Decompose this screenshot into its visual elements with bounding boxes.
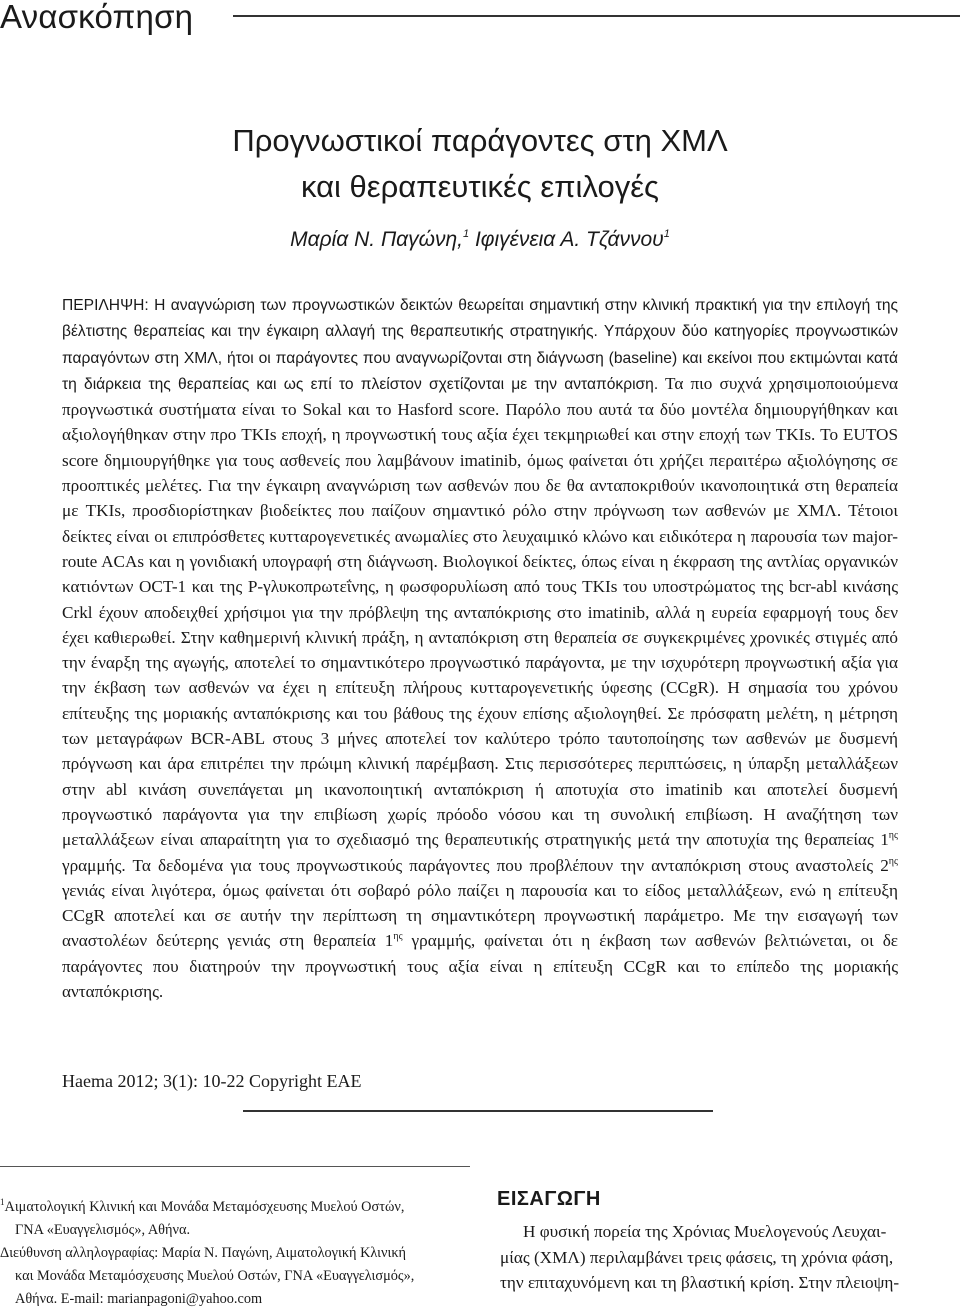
article-title-line-1: Προγνωστικοί παράγοντες στη ΧΜΛ [232,123,728,158]
article-title [120,118,840,210]
introduction-line: την επιταχυνόμενη και τη βλαστική κρίση. Στην πλειοψη- [500,1273,900,1292]
section-header [0,0,960,40]
citation: Haema 2012; 3(1): 10-22 Copyright EAE [62,1071,362,1091]
abstract-serif-text-1: Τα πιο συχνά χρησιμοποιούμενα προγνωστικά συστήματα είναι το Sokal και το Hasford score. Παρόλο που αυτά τα δύο μοντέλα δημιουργήθηκαν και αξιολογήθηκαν στην προ TKIs εποχή, η προγνωστική τους αξία έχει τεκμηριωθεί και στην εποχή των TKIs. Το EUTOS score δημιουργήθηκε για τους ασθενείς που λαμβάνουν imatinib, όμως φαίνεται ότι χρήζει περαιτέρω αξιολόγησης σε προοπτικές μελέτες. Για την έγκαιρη αναγνώριση των ασθενών που δε θα ανταποκριθούν ικανοποιητικά στη θεραπεία με TKIs, προσδιορίστηκαν βιοδείκτες που παίζουν σημαντικό ρόλο στην πρόγνωση των ασθενών με ΧΜΛ. Τέτοιοι δείκτες είναι οι επιπρόσθετες κυτταρογενετικές ανωμαλίες στο λευχαιμικό κλώνο και ειδικότερα η παρουσία των major-route ACAs και η γονιδιακή υπογραφή στη διάγνωση. Βιολογικοί δείκτες, όπως είναι η έκφραση της αντλίας οργανικών κατιόντων OCT-1 και της P-γλυκοπρωτεΐνης, η φωσφορυλίωση από τους TKIs του υποστρώματος της bcr-abl κινάσης Crkl έχουν αποδειχθεί χρήσιμοι για την πρόβλεψη της ανταπόκρισης στο imatinib, αλλά η ευρεία εφαρμογή τους δεν έχει καθιερωθεί. Στην καθημερινή κλινική πράξη, η ανταπόκριση στη θεραπεία σε συγκεκριμένες χρονικές στιγμές από την έναρξη της αγωγής, αποτελεί το σημαντικότερο προγνωστικό παράγοντα, με την ισχυρότερη προγνωστική αξία για την έκβαση των ασθενών να έχει η επίτευξη πλήρους κυτταρογενετικής ύφεσης (CCgR). Η σημασία του χρόνου επίτευξης της μοριακής ανταπόκρισης και του βάθους της έχουν επίσης αξιολογηθεί. Σε πρόσφατη μελέτη, η μέτρηση των μεταγράφων BCR-ABL στους 3 μήνες αποτελεί τον καλύτερο τρόπο ταυτοποίησης των ασθενών με δυσμενή πρόγνωση και άρα επιτρέπει την πρώιμη κλινική παρέμβαση. Στις περισσότερες περιπτώσεις, η ύπαρξη μεταλλάξεων στην abl κινάση συνεπάγεται μη ικανοποιητική ανταπόκριση ή αποτυχία στο imatinib και αποτελεί δυσμενή προγνωστικό παράγοντα για την επιβίωση χωρίς πρόοδο νόσου και τη συνολική επιβίωση. Η αναζήτηση των μεταλλάξεων είναι απαραίτητη για το σχεδιασμό της θεραπευτικής στρατηγικής μετά την αποτυχία της θεραπείας 1 [62,373,898,850]
ordinal-suffix: ης [888,855,898,867]
affiliation-mark: 1 [0,1197,5,1207]
header-rule [233,15,960,17]
article-title-line-2: και θεραπευτικές επιλογές [301,169,659,204]
affiliation-footnote [0,1196,462,1311]
correspondence-line: Διεύθυνση αλληλογραφίας: Μαρία Ν. Παγώνη, Αιματολογική Κλινική [0,1245,407,1261]
author-list [120,226,840,254]
introduction-line: μίας (ΧΜΛ) περιλαμβάνει τρεις φάσεις, τη χρόνια φάση, [500,1247,894,1267]
correspondence-email-line: Αθήνα. E-mail: marianpagoni@yahoo.com [15,1291,263,1307]
ordinal-suffix: ης [393,931,403,943]
introduction-heading: ΕΙΣΑΓΩΓΗ [497,1188,601,1210]
affiliation-text: Αιματολογική Κλινική και Μονάδα Μεταμόσχευσης Μυελού Οστών, [4,1199,405,1215]
footnote-rule [0,1166,470,1167]
introduction-text [500,1219,953,1296]
abstract-sans-text: Η αναγνώριση των προγνωστικών δεικτών θεωρείται σημαντική στην κλινική πρακτική για την επιλογή της βέλτιστης θεραπείας και την έγκαιρη αλλαγή της θεραπευτικής στρατηγικής. Υπάρχουν δύο κατηγορίες προγνωστικών παραγόντων στη ΧΜΛ, ήτοι οι παράγοντες που αναγνωρίζονται στη διάγνωση (baseline) και εκείνοι που εκτιμώνται κατά τη διάρκεια της θεραπείας και ως επί το πλείστον σχετίζονται με την ανταπόκριση. [62,297,899,393]
abstract-serif-text-3: γενιάς είναι λιγότερα, όμως φαίνεται ότι σοβαρό ρόλο παίζει η παρουσία και το είδος μεταλλάξεων, ενώ η επίτευξη CCgR αποτελεί και σε αυτήν την περίπτωση τη σημαντικότερη προγνωστική παράμετρο. Με την εισαγωγή των αναστολέων δεύτερης γενιάς στη θεραπεία 1 [62,880,898,951]
section-title: Ανασκόπηση [0,0,194,35]
abstract-serif-text-2: γραμμής. Τα δεδομένα για τους προγνωστικούς παράγοντες που προβλέπουν την ανταπόκριση στους αναστολείς 2 [62,855,889,875]
affiliation-mark: 1 [663,228,670,240]
affiliation-line: ΓΝΑ «Ευαγγελισμός», Αθήνα. [15,1222,191,1238]
section-divider [243,1110,713,1112]
author-name: Ιφιγένεια Α. Τζάννου [474,228,664,251]
abstract-label: ΠΕΡΙΛΗΨΗ: [62,297,149,314]
ordinal-suffix: ης [888,830,898,842]
correspondence-line: και Μονάδα Μεταμόσχευσης Μυελού Οστών, ΓΝΑ «Ευαγγελισμός», [15,1268,415,1284]
abstract-serif-text-4: γραμμής, φαίνεται ότι η έκβαση των ασθενών βελτιώνεται, οι δε παράγοντες που διατηρούν την προγνωστική τους αξία είναι η επίτευξη CCgR και το επίπεδο της μοριακής ανταπόκρισης. [62,931,899,1002]
author-name: Μαρία Ν. Παγώνη, [290,228,463,251]
introduction-line: Η φυσική πορεία της Χρόνιας Μυελογενούς Λευχαι- [523,1222,887,1241]
affiliation-line [0,1196,462,1219]
affiliation-mark: 1 [463,228,470,240]
abstract [62,292,898,1004]
